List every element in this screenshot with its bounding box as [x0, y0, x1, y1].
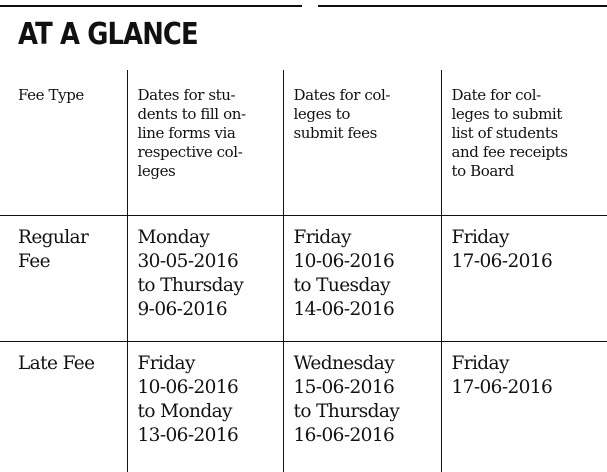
- cell-line: Friday: [452, 352, 604, 376]
- student-dates-cell: [127, 216, 283, 342]
- header-line: Date for col-: [452, 86, 602, 105]
- header-line: leges to: [294, 105, 435, 124]
- cell-line: 16-06-2016: [294, 424, 437, 448]
- board-dates-cell: [441, 342, 607, 472]
- cell-line: to Tuesday: [294, 274, 437, 298]
- college-fee-dates-cell: [283, 216, 441, 342]
- fee-schedule-table: [0, 70, 607, 472]
- cell-line: to Monday: [138, 400, 279, 424]
- cell-line: 17-06-2016: [452, 376, 604, 400]
- header-line: dents to fill on-: [138, 105, 277, 124]
- header-line: Dates for stu-: [138, 86, 277, 105]
- cell-line: 10-06-2016: [294, 250, 437, 274]
- header-college-fee-dates: [283, 70, 441, 216]
- header-line: Dates for col-: [294, 86, 435, 105]
- cell-line: to Thursday: [138, 274, 279, 298]
- header-line: leges to submit: [452, 105, 602, 124]
- header-line: Fee Type: [18, 86, 121, 105]
- fee-type-cell: [0, 216, 127, 342]
- header-line: respective col-: [138, 143, 277, 162]
- cell-line: 13-06-2016: [138, 424, 279, 448]
- cell-line: Friday: [452, 226, 604, 250]
- cell-line: Friday: [138, 352, 279, 376]
- cell-line: Wednesday: [294, 352, 437, 376]
- page-title: AT A GLANCE: [18, 17, 198, 53]
- cell-line: 14-06-2016: [294, 298, 437, 322]
- header-student-form-dates: [127, 70, 283, 216]
- header-line: leges: [138, 162, 277, 181]
- cell-line: 30-05-2016: [138, 250, 279, 274]
- cell-line: Regular: [18, 226, 123, 250]
- cell-line: 15-06-2016: [294, 376, 437, 400]
- cell-line: 9-06-2016: [138, 298, 279, 322]
- cell-line: 17-06-2016: [452, 250, 604, 274]
- header-line: line forms via: [138, 124, 277, 143]
- cell-line: 10-06-2016: [138, 376, 279, 400]
- header-board-submission-date: [441, 70, 607, 216]
- fee-type-cell: [0, 342, 127, 472]
- cell-line: Friday: [294, 226, 437, 250]
- header-line: list of students: [452, 124, 602, 143]
- student-dates-cell: [127, 342, 283, 472]
- college-fee-dates-cell: [283, 342, 441, 472]
- top-rule-right: [318, 5, 607, 7]
- cell-line: to Thursday: [294, 400, 437, 424]
- table-row-late-fee: [0, 342, 607, 472]
- header-line: submit fees: [294, 124, 435, 143]
- cell-line: Late Fee: [18, 352, 123, 376]
- top-rule-left: [0, 5, 302, 7]
- header-fee-type: [0, 70, 127, 216]
- header-line: to Board: [452, 162, 602, 181]
- header-line: and fee receipts: [452, 143, 602, 162]
- board-dates-cell: [441, 216, 607, 342]
- cell-line: Fee: [18, 250, 123, 274]
- table-header-row: [0, 70, 607, 216]
- table-row-regular-fee: [0, 216, 607, 342]
- cell-line: Monday: [138, 226, 279, 250]
